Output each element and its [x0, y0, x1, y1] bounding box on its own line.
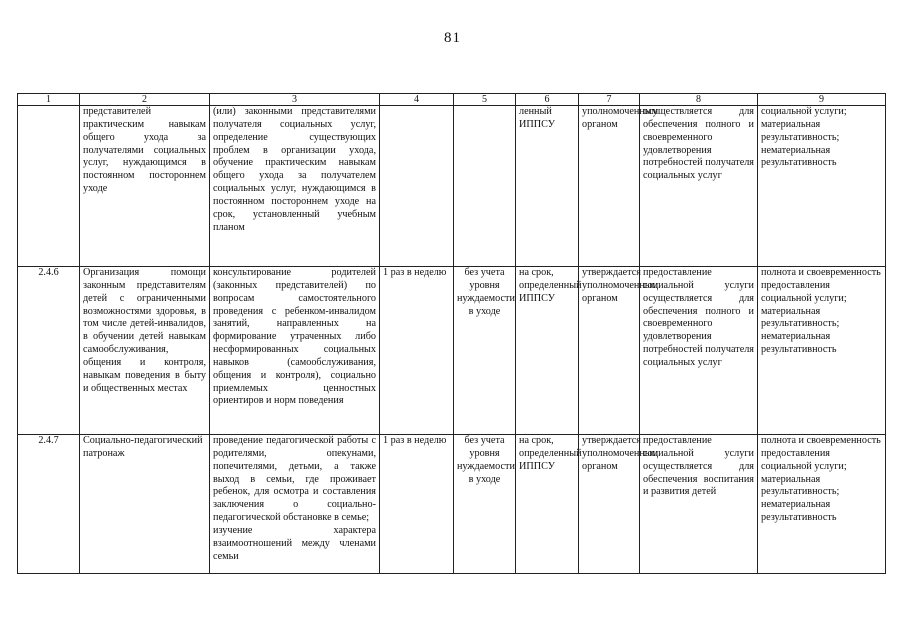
- service-frequency: [380, 106, 454, 267]
- page-number: 81: [444, 30, 461, 46]
- service-name: Организация помощи законным представителям детей с ограниченными возможностями здоровья, в том числе детей-инвалидов, в обучении детей навыкам самообслуживания, общения и контроля, навыкам поведения в быту и общественных местах: [80, 267, 210, 435]
- column-header-8: 8: [640, 94, 758, 106]
- service-name: представителей практическим навыкам общего ухода за получателями социальных услуг, нуждающимся в постоянном постороннем уходе: [80, 106, 210, 267]
- row-number: 2.4.7: [18, 435, 80, 574]
- service-unit: без учета уровня нуждаемости в уходе: [454, 435, 516, 574]
- row-number: 2.4.6: [18, 267, 80, 435]
- service-indicators: полнота и своевременность предоставления социальной услуги; материальная результативность; нематериальная результативность: [758, 267, 886, 435]
- service-indicators: полнота и своевременность предоставления социальной услуги; материальная результативность; нематериальная результативность: [758, 435, 886, 574]
- service-approval: утверждается уполномоченным органом: [579, 435, 640, 574]
- service-name: Социально-педагогический патронаж: [80, 435, 210, 574]
- service-frequency: 1 раз в неделю: [380, 435, 454, 574]
- service-term: на срок, определенный ИППСУ: [516, 435, 579, 574]
- column-header-7: 7: [579, 94, 640, 106]
- service-description: проведение педагогической работы с родителями, опекунами, попечителями, детьми, а также выход в семьи, где проживает ребенок, для осмотра и составления заключения о социально-педагогической обстановке в семье; изучение характера взаимоотношений между членами семьи: [210, 435, 380, 574]
- column-header-2: 2: [80, 94, 210, 106]
- service-indicators: социальной услуги; материальная результативность; нематериальная результативность: [758, 106, 886, 267]
- table-row: [18, 267, 886, 435]
- column-header-6: 6: [516, 94, 579, 106]
- row-number: [18, 106, 80, 267]
- service-description: консультирование родителей (законных представителей) по вопросам самостоятельного проведения с ребенком-инвалидом занятий, направленных на формирование утраченных либо несформированных социальных навыков (самообслуживания, общения и контроля), социально приемлемых ценностных ориентиров и норм поведения: [210, 267, 380, 435]
- column-header-1: 1: [18, 94, 80, 106]
- service-description: (или) законными представителями получателя социальных услуг, определение существующих проблем в организации ухода, обучение практическим навыкам общего ухода за получателем социальных услуг, нуждающимся в постоянном постороннем уходе на срок, установленный учебным планом: [210, 106, 380, 267]
- service-conditions: предоставление социальной услуги осуществляется для обеспечения воспитания и развития детей: [640, 435, 758, 574]
- service-approval: уполномоченным органом: [579, 106, 640, 267]
- column-header-5: 5: [454, 94, 516, 106]
- service-frequency: 1 раз в неделю: [380, 267, 454, 435]
- service-approval: утверждается уполномоченным органом: [579, 267, 640, 435]
- table-row: [18, 106, 886, 267]
- service-term: ленный ИППСУ: [516, 106, 579, 267]
- service-conditions: предоставление социальной услуги осуществляется для обеспечения полного и своевременного удовлетворения потребностей получателя социальных услуг: [640, 267, 758, 435]
- column-header-3: 3: [210, 94, 380, 106]
- service-conditions: осуществляется для обеспечения полного и своевременного удовлетворения потребностей получателя социальных услуг: [640, 106, 758, 267]
- table-row: [18, 435, 886, 574]
- column-header-9: 9: [758, 94, 886, 106]
- service-unit: без учета уровня нуждаемости в уходе: [454, 267, 516, 435]
- services-table: [17, 93, 886, 574]
- column-header-4: 4: [380, 94, 454, 106]
- service-unit: [454, 106, 516, 267]
- header-row: [18, 94, 886, 106]
- service-term: на срок, определенный ИППСУ: [516, 267, 579, 435]
